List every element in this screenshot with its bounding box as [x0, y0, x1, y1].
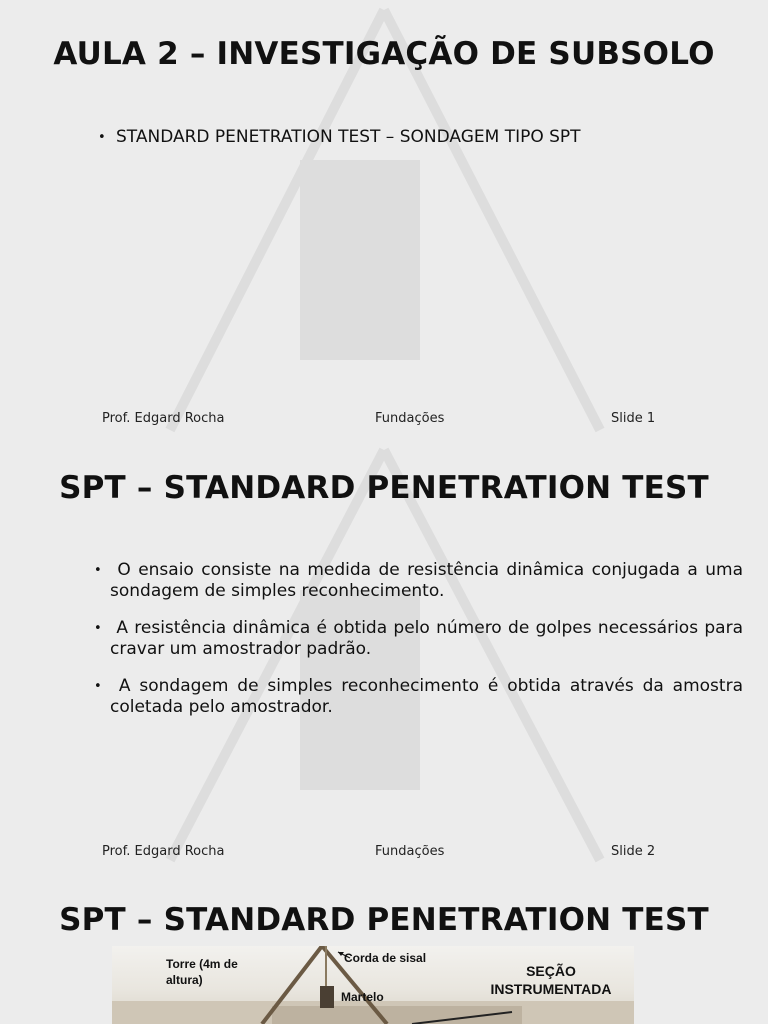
footer-course: Fundações [375, 411, 445, 426]
bullet-text: A resistência dinâmica é obtida pelo número de golpes necessários para cravar um amostrador padrão. [110, 618, 744, 659]
footer-slide-number: Slide 1 [611, 411, 656, 426]
footer-slide-number: Slide 2 [611, 844, 656, 859]
bullet-text: O ensaio consiste na medida de resistência dinâmica conjugada a uma sondagem de simples reconhecimento. [110, 560, 743, 601]
bullet-icon: • [94, 679, 102, 694]
footer-author: Prof. Edgard Rocha [102, 411, 225, 426]
slide-title: SPT – STANDARD PENETRATION TEST [59, 902, 709, 938]
bullet-text: STANDARD PENETRATION TEST – SONDAGEM TIPO SPT [116, 127, 581, 147]
bullet-item [94, 676, 743, 718]
bullet-icon: • [98, 130, 106, 145]
footer-course: Fundações [375, 844, 445, 859]
slide-title: AULA 2 – INVESTIGAÇÃO DE SUBSOLO [53, 36, 715, 72]
footer-author: Prof. Edgard Rocha [102, 844, 225, 859]
tower-label: Torre (4m de altura) [166, 957, 238, 987]
bullet-item [94, 560, 743, 602]
slide-2 [0, 440, 768, 870]
bullet-text: A sondagem de simples reconhecimento é obtida através da amostra coletada pelo amostrador. [110, 676, 743, 717]
hammer-label: Martelo [341, 990, 384, 1004]
slide-title: SPT – STANDARD PENETRATION TEST [59, 470, 709, 506]
bullet-icon: • [94, 563, 102, 578]
instrumented-section-label: SEÇÃO INSTRUMENTADA [490, 963, 612, 997]
bullet-icon: • [94, 621, 102, 636]
rope-label: Corda de sisal [344, 951, 427, 965]
bullet-item [94, 618, 744, 660]
spt-rig-figure [112, 946, 634, 1024]
bullet-item [98, 127, 736, 148]
slide-1 [0, 0, 768, 440]
